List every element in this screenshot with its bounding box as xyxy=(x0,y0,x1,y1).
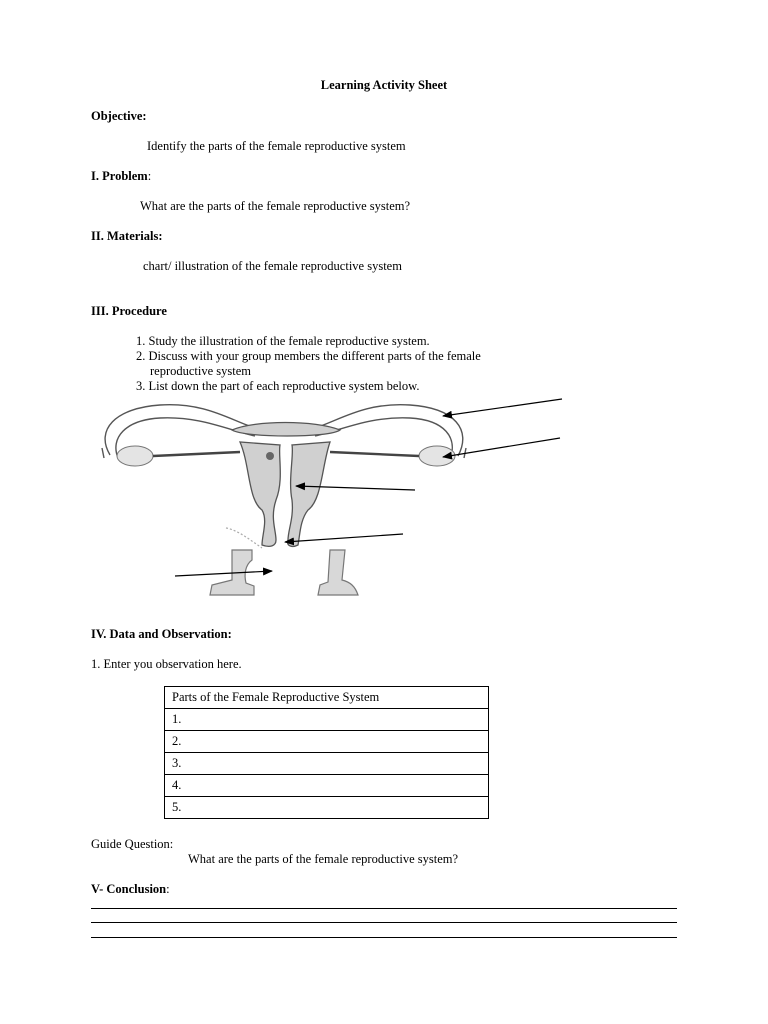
problem-text: What are the parts of the female reproductive system? xyxy=(140,199,411,213)
table-row xyxy=(165,775,489,797)
conclusion-heading-line xyxy=(91,882,170,897)
page-title: Learning Activity Sheet xyxy=(320,78,448,92)
table-row xyxy=(165,731,489,753)
table-row xyxy=(165,797,489,819)
conclusion-colon: : xyxy=(166,882,170,896)
procedure-heading: III. Procedure xyxy=(91,304,167,318)
table-cell[interactable]: 5. xyxy=(165,797,489,819)
ovarian-ligaments xyxy=(153,452,419,456)
answer-line[interactable] xyxy=(91,908,677,909)
materials-text: chart/ illustration of the female reproductive system xyxy=(143,259,402,273)
procedure-step: reproductive system xyxy=(150,364,252,378)
procedure-step: 2. Discuss with your group members the different parts of the female xyxy=(136,349,481,363)
objective-text: Identify the parts of the female reproductive system xyxy=(147,139,406,153)
observation-table xyxy=(164,686,489,819)
table-header: Parts of the Female Reproductive System xyxy=(165,687,489,709)
table-header-row xyxy=(165,687,489,709)
table-row xyxy=(165,709,489,731)
materials-heading: II. Materials: xyxy=(91,229,163,243)
uterus xyxy=(232,423,340,547)
table-cell[interactable]: 4. xyxy=(165,775,489,797)
table-cell[interactable]: 3. xyxy=(165,753,489,775)
guide-question-text: What are the parts of the female reproductive system? xyxy=(188,852,459,866)
answer-line[interactable] xyxy=(91,937,677,938)
table-row xyxy=(165,753,489,775)
arrow-cervix xyxy=(285,534,403,542)
conclusion-heading: V- Conclusion xyxy=(91,882,167,896)
arrow-fallopian-tube xyxy=(443,399,562,416)
procedure-step: 3. List down the part of each reproductive system below. xyxy=(136,379,420,393)
problem-heading: I. Problem xyxy=(91,169,148,183)
observation-instruction: 1. Enter you observation here. xyxy=(91,657,242,671)
objective-heading: Objective: xyxy=(91,109,147,123)
guide-question-label: Guide Question: xyxy=(91,837,174,851)
arrow-vagina xyxy=(175,571,272,576)
answer-line[interactable] xyxy=(91,922,677,923)
data-observation-heading: IV. Data and Observation: xyxy=(91,627,232,641)
table-cell[interactable]: 2. xyxy=(165,731,489,753)
table-cell[interactable]: 1. xyxy=(165,709,489,731)
problem-colon: : xyxy=(147,169,152,183)
procedure-step: 1. Study the illustration of the female reproductive system. xyxy=(136,334,430,348)
arrow-ovary xyxy=(443,438,560,457)
